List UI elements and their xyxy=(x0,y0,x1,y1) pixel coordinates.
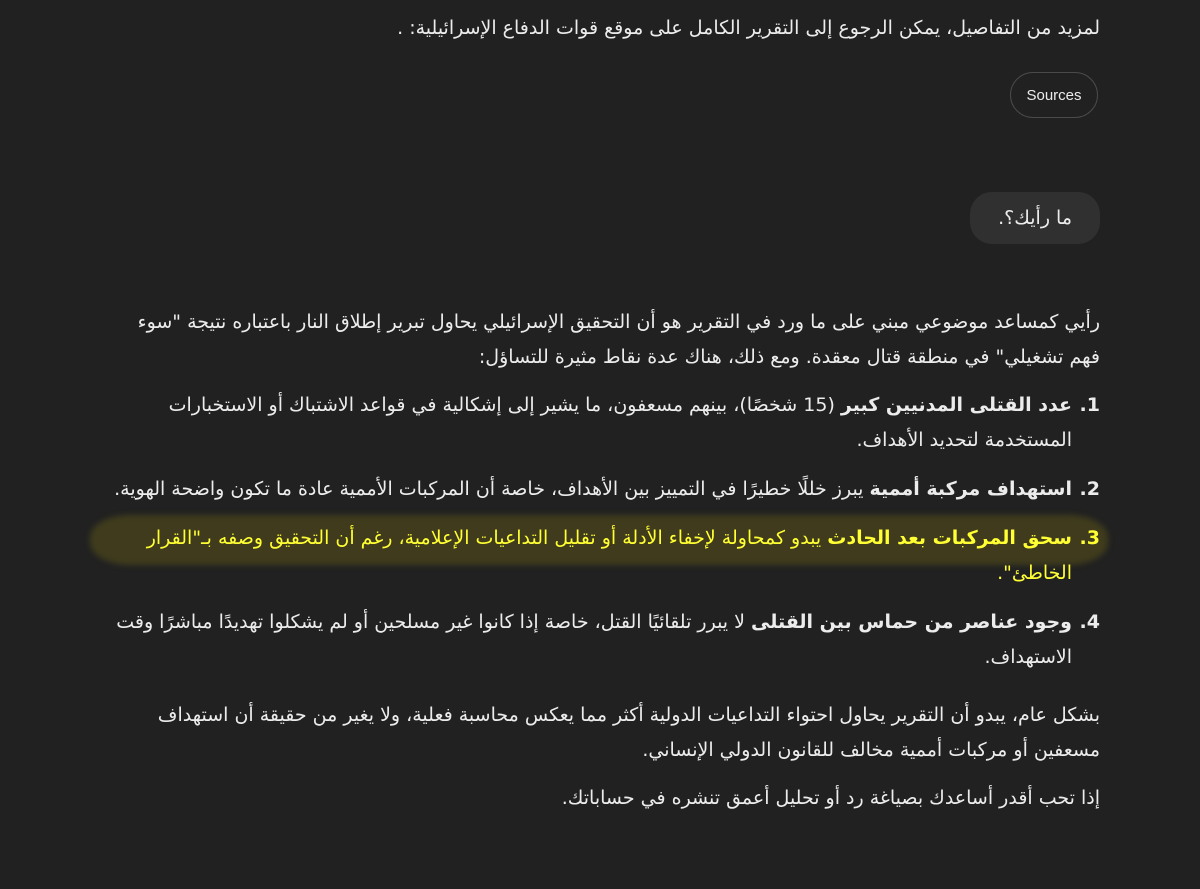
list-item-number: 4. xyxy=(1079,611,1100,633)
list-item-highlighted xyxy=(110,521,1100,591)
answer-points-list xyxy=(110,388,1100,675)
list-item-text: يبرز خللًا خطيرًا في التمييز بين الأهداف، خاصة أن المركبات الأممية عادة ما تكون واضحة الهوية. xyxy=(114,478,870,500)
list-item-text: لا يبرر تلقائيًا القتل، خاصة إذا كانوا غير مسلحين أو لم يشكلوا تهديدًا مباشرًا وقت الاستهداف. xyxy=(116,611,1072,668)
list-item-bold: عدد القتلى المدنيين كبير xyxy=(840,394,1072,416)
list-item-bold: سحق المركبات بعد الحادث xyxy=(827,527,1072,549)
list-item-bold: وجود عناصر من حماس بين القتلى xyxy=(751,611,1072,633)
list-item xyxy=(110,472,1100,507)
list-item-number: 2. xyxy=(1079,478,1100,500)
sources-button[interactable]: Sources xyxy=(1010,72,1098,118)
list-item-bold: استهداف مركبة أممية xyxy=(869,478,1072,500)
list-item-number: 3. xyxy=(1079,527,1100,549)
assistant-intro-text: لمزيد من التفاصيل، يمكن الرجوع إلى التقرير الكامل على موقع قوات الدفاع الإسرائيلية: . xyxy=(397,17,1100,39)
list-item-text: (15 شخصًا)، بينهم مسعفون، ما يشير إلى إشكالية في قواعد الاشتباك أو الاستخبارات المستخدمة لتحديد الأهداف. xyxy=(168,394,1072,451)
answer-lead-paragraph: رأيي كمساعد موضوعي مبني على ما ورد في التقرير هو أن التحقيق الإسرائيلي يحاول تبرير إطلاق النار باعتباره نتيجة "سوء فهم تشغيلي" في منطقة قتال معقدة. ومع ذلك، هناك عدة نقاط مثيرة للتساؤل: xyxy=(137,311,1100,368)
user-message-bubble xyxy=(970,192,1100,244)
answer-closing-paragraph: إذا تحب أقدر أساعدك بصياغة رد أو تحليل أعمق تنشره في حساباتك. xyxy=(561,787,1100,809)
answer-summary-paragraph: بشكل عام، يبدو أن التقرير يحاول احتواء التداعيات الدولية أكثر مما يعكس محاسبة فعلية، ولا يغير من حقيقة أن استهداف مسعفين أو مركبات أممية مخالف للقانون الدولي الإنساني. xyxy=(157,704,1100,761)
list-item xyxy=(110,605,1100,675)
list-item-text: يبدو كمحاولة لإخفاء الأدلة أو تقليل التداعيات الإعلامية، رغم أن التحقيق وصفه بـ"القرار الخاطئ". xyxy=(146,527,1072,584)
assistant-answer xyxy=(110,305,1100,816)
list-item xyxy=(110,388,1100,458)
user-message-text: ما رأيك؟. xyxy=(998,207,1072,229)
list-item-number: 1. xyxy=(1079,394,1100,416)
